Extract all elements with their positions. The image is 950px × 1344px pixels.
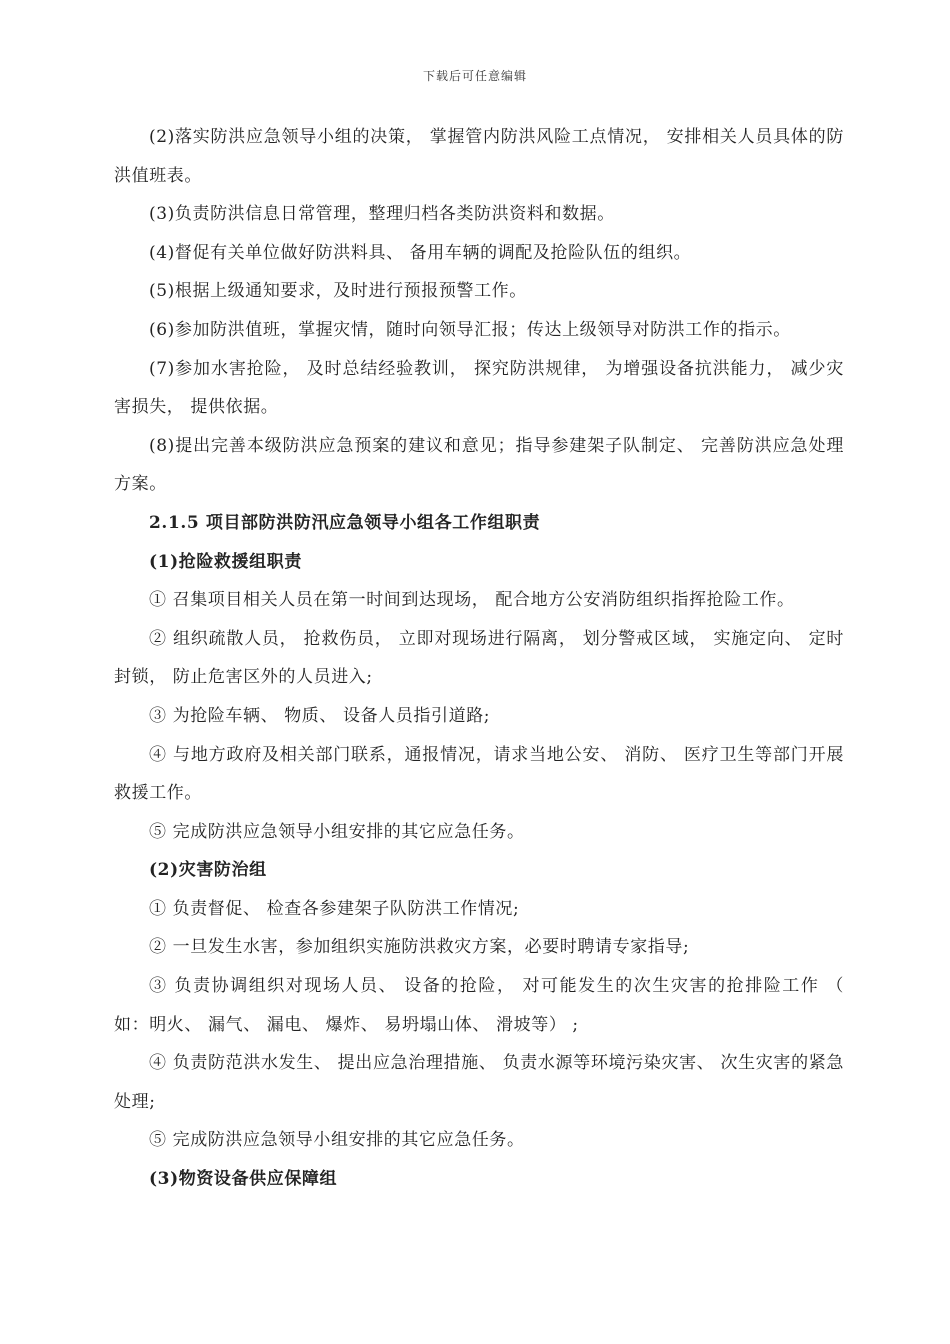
section-heading: 2.1.5 项目部防洪防汛应急领导小组各工作组职责	[149, 512, 541, 533]
list-item: ① 负责督促、 检查各参建架子队防洪工作情况;	[149, 898, 520, 919]
paragraph: (8)提出完善本级防洪应急预案的建议和意见；指导参建架子队制定、 完善防洪应急处理方案。	[114, 435, 844, 495]
list-item: ① 召集项目相关人员在第一时间到达现场， 配合地方公安消防组织指挥抢险工作。	[149, 590, 795, 611]
paragraph: (2)落实防洪应急领导小组的决策， 掌握管内防洪风险工点情况， 安排相关人员具体的防洪值班表。	[114, 127, 844, 186]
subsection-heading: (1)抢险救援组职责	[149, 551, 302, 572]
list-item: ② 组织疏散人员， 抢救伤员， 立即对现场进行隔离， 划分警戒区域， 实施定向、 定时封锁， 防止危害区外的人员进入;	[114, 628, 844, 688]
list-item: ② 一旦发生水害，参加组织实施防洪救灾方案，必要时聘请专家指导;	[149, 937, 690, 958]
list-item: ⑤ 完成防洪应急领导小组安排的其它应急任务。	[149, 1130, 525, 1151]
list-item: ④ 负责防范洪水发生、 提出应急治理措施、 负责水源等环境污染灾害、 次生灾害的紧急处理;	[114, 1053, 844, 1112]
paragraph: (5)根据上级通知要求，及时进行预报预警工作。	[149, 281, 527, 302]
subsection-heading: (3)物资设备供应保障组	[149, 1169, 338, 1190]
page-header: 下载后可任意编辑	[422, 69, 527, 83]
list-item: ③ 负责协调组织对现场人员、 设备的抢险， 对可能发生的次生灾害的抢排险工作 （ 如：明火、 漏气、 漏电、 爆炸、 易坍塌山体、 滑坡等） ;	[114, 976, 844, 1035]
document-body	[114, 118, 844, 1199]
paragraph: (6)参加防洪值班，掌握灾情，随时向领导汇报；传达上级领导对防洪工作的指示。	[149, 319, 791, 340]
list-item: ③ 为抢险车辆、 物质、 设备人员指引道路;	[149, 705, 491, 726]
paragraph: (3)负责防洪信息日常管理，整理归档各类防洪资料和数据。	[149, 204, 615, 225]
paragraph: (7)参加水害抢险， 及时总结经验教训， 探究防洪规律， 为增强设备抗洪能力， 减少灾害损失， 提供依据。	[114, 358, 844, 418]
list-item: ④ 与地方政府及相关部门联系，通报情况，请求当地公安、 消防、 医疗卫生等部门开展救援工作。	[114, 744, 844, 804]
list-item: ⑤ 完成防洪应急领导小组安排的其它应急任务。	[149, 821, 525, 842]
paragraph: (4)督促有关单位做好防洪料具、 备用车辆的调配及抢险队伍的组织。	[149, 242, 692, 263]
subsection-heading: (2)灾害防治组	[149, 860, 267, 881]
